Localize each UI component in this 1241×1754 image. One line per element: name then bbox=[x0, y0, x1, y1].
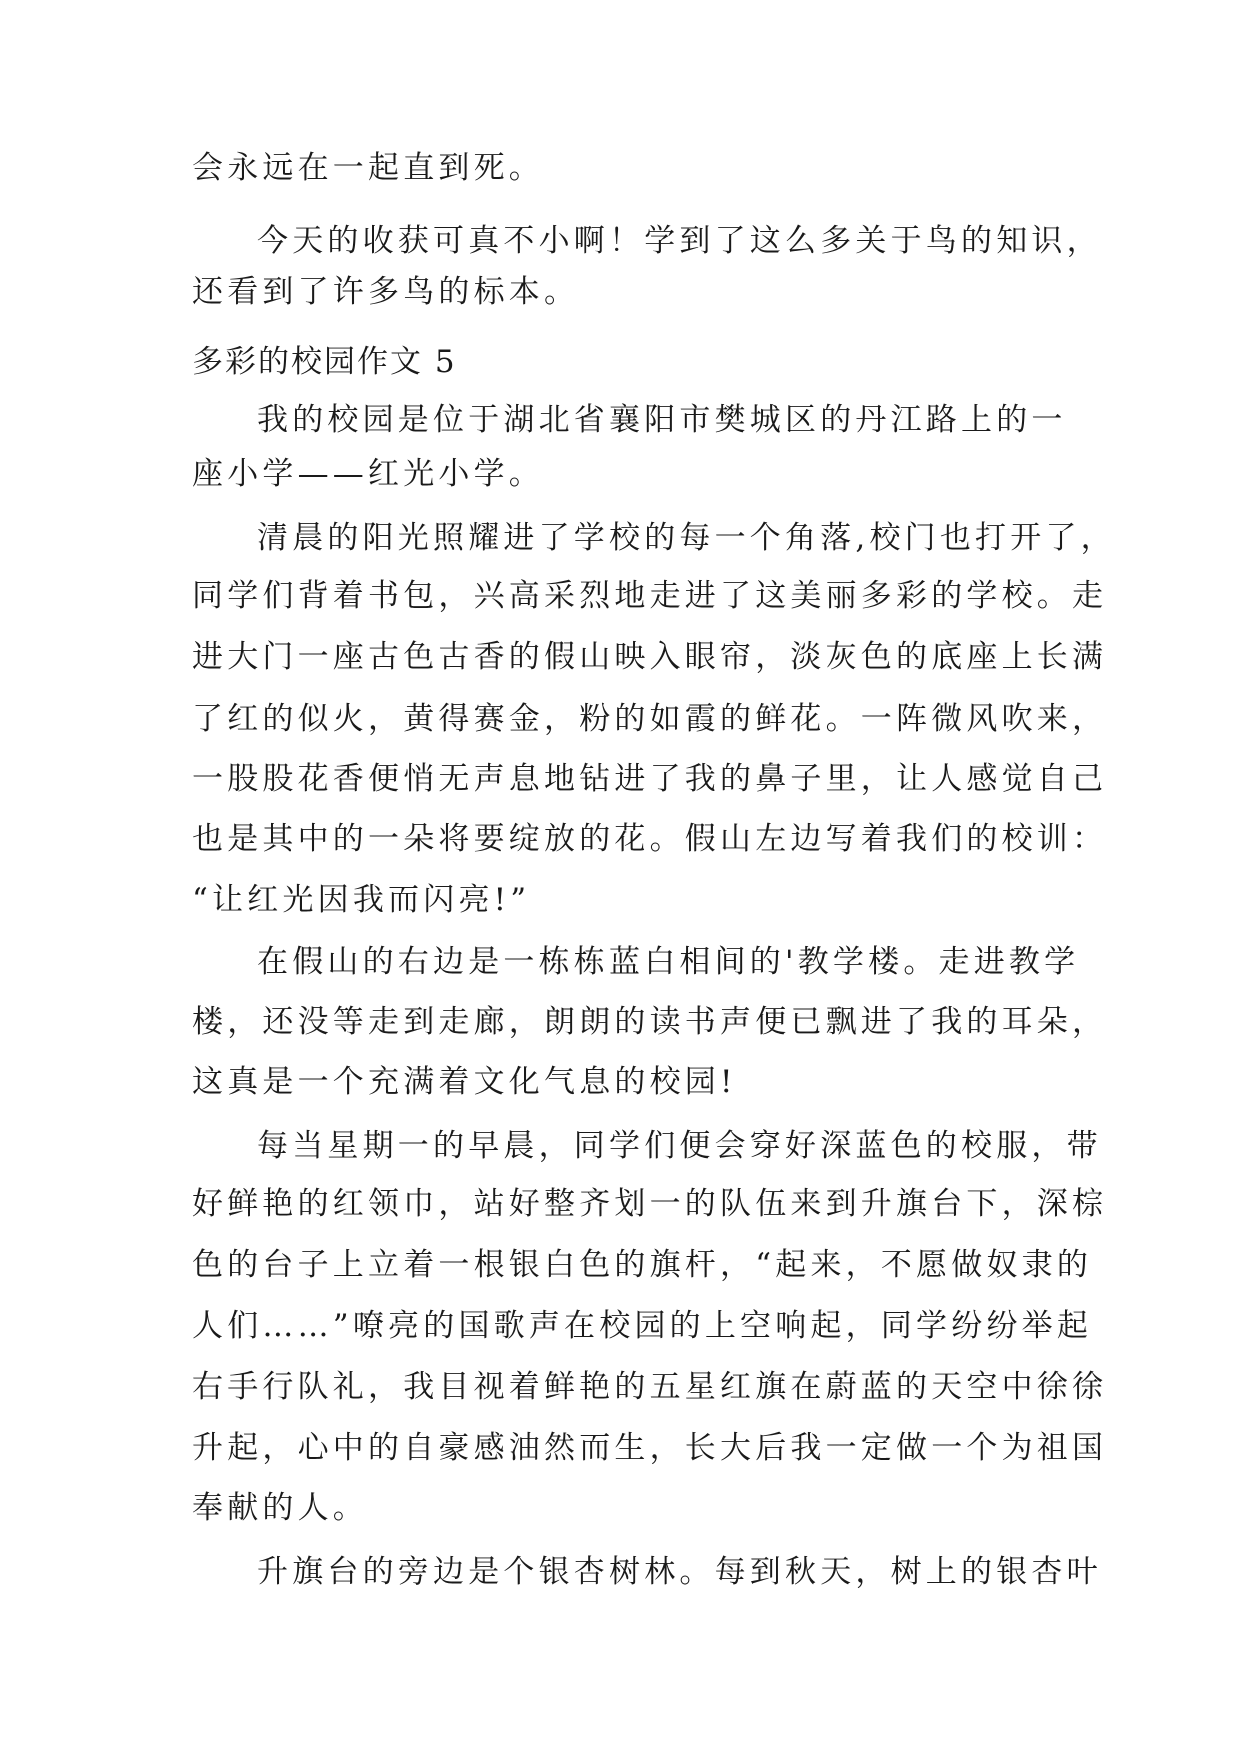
text-line: 楼，还没等走到走廊，朗朗的读书声便已飘进了我的耳朵， bbox=[192, 1004, 1108, 1040]
text-line: 奉献的人。 bbox=[192, 1490, 368, 1526]
text-line: 右手行队礼，我目视着鲜艳的五星红旗在蔚蓝的天空中徐徐 bbox=[192, 1369, 1108, 1405]
text-line: 进大门一座古色古香的假山映入眼帘，淡灰色的底座上长满 bbox=[192, 639, 1108, 675]
text-line: 座小学——红光小学。 bbox=[192, 456, 544, 492]
text-line: 一股股花香便悄无声息地钻进了我的鼻子里，让人感觉自己 bbox=[192, 761, 1108, 797]
text-line: “让红光因我而闪亮!” bbox=[192, 882, 531, 918]
paragraph-first-line: 每当星期一的早晨，同学们便会穿好深蓝色的校服，带 bbox=[257, 1128, 1102, 1164]
text-line: 也是其中的一朵将要绽放的花。假山左边写着我们的校训： bbox=[192, 821, 1108, 857]
paragraph-first-line: 在假山的右边是一栋栋蓝白相间的'教学楼。走进教学 bbox=[257, 944, 1080, 980]
text-line: 升起，心中的自豪感油然而生，长大后我一定做一个为祖国 bbox=[192, 1430, 1108, 1466]
text-line: 同学们背着书包，兴高采烈地走进了这美丽多彩的学校。走 bbox=[192, 578, 1108, 614]
text-line: 还看到了许多鸟的标本。 bbox=[192, 274, 580, 310]
text-line: 这真是一个充满着文化气息的校园! bbox=[192, 1064, 737, 1100]
paragraph-first-line: 清晨的阳光照耀进了学校的每一个角落,校门也打开了， bbox=[257, 520, 1116, 556]
paragraph-first-line: 我的校园是位于湖北省襄阳市樊城区的丹江路上的一 bbox=[257, 402, 1067, 438]
text-line: 了红的似火，黄得赛金，粉的如霞的鲜花。一阵微风吹来， bbox=[192, 701, 1108, 737]
text-line: 好鲜艳的红领巾，站好整齐划一的队伍来到升旗台下，深棕 bbox=[192, 1186, 1108, 1222]
section-heading: 多彩的校园作文 5 bbox=[192, 344, 457, 380]
text-line: 人们……”嘹亮的国歌声在校园的上空响起，同学纷纷举起 bbox=[192, 1308, 1093, 1344]
text-line: 会永远在一起直到死。 bbox=[192, 150, 544, 186]
paragraph-first-line: 升旗台的旁边是个银杏树林。每到秋天，树上的银杏叶 bbox=[257, 1554, 1102, 1590]
paragraph-first-line: 今天的收获可真不小啊！学到了这么多关于鸟的知识， bbox=[257, 223, 1102, 259]
text-line: 色的台子上立着一根银白色的旗杆，“起来，不愿做奴隶的 bbox=[192, 1247, 1093, 1283]
